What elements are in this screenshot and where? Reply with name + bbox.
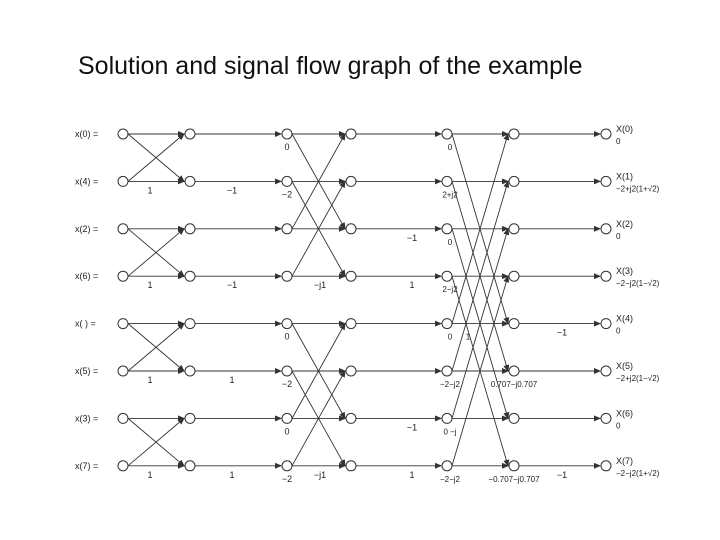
stage2-value: 0 (284, 142, 290, 152)
stage4-value: −2−j2 (439, 474, 461, 484)
graph-node (282, 461, 292, 471)
graph-node (282, 224, 292, 234)
graph-node (509, 366, 519, 376)
stage2-weight: 1 (229, 469, 235, 480)
nodes-layer (118, 129, 611, 471)
graph-node (346, 413, 356, 423)
stage2-weight: −1 (226, 185, 238, 196)
graph-node (601, 129, 611, 139)
stage2-value: 0 (284, 331, 290, 342)
output-label: X(4) (616, 313, 634, 324)
output-value: 0 (616, 137, 621, 146)
graph-node (118, 319, 128, 329)
stage2-value: −2 (281, 473, 293, 484)
graph-node (118, 366, 128, 376)
stage1-weight: 1 (147, 469, 153, 480)
input-label: x(6) = (75, 271, 99, 282)
graph-node (601, 461, 611, 471)
stage2-value: 0 (284, 426, 290, 437)
stage5-weight: 1 (465, 332, 471, 342)
graph-node (601, 366, 611, 376)
input-label: x(2) = (75, 223, 99, 234)
graph-node (282, 366, 292, 376)
graph-node (118, 271, 128, 281)
graph-node (509, 224, 519, 234)
stage5-weight: 0.707−j0.707 (490, 380, 538, 389)
stage4-weight: −1 (406, 232, 418, 243)
graph-node (185, 129, 195, 139)
graph-node (346, 319, 356, 329)
stage4-weight: 1 (409, 469, 415, 480)
graph-node (185, 413, 195, 423)
graph-node (601, 319, 611, 329)
graph-node (185, 461, 195, 471)
graph-node (282, 271, 292, 281)
stage2-value: −2 (281, 189, 293, 200)
output-label: X(3) (616, 266, 634, 277)
stage2-weight: −1 (226, 280, 238, 291)
stage4-value: 0 (447, 143, 453, 152)
graph-node (601, 224, 611, 234)
stage4-value: −2−j2 (439, 380, 461, 389)
graph-node (601, 413, 611, 423)
stage4-weight: 1 (409, 280, 415, 291)
graph-node (185, 176, 195, 186)
graph-node (442, 176, 452, 186)
graph-node (346, 366, 356, 376)
output-label: X(5) (616, 361, 634, 371)
graph-node (282, 176, 292, 186)
output-label: X(0) (616, 124, 634, 134)
stage3-weight: −j1 (313, 280, 327, 291)
input-label: x(7) = (75, 460, 99, 471)
graph-node (442, 461, 452, 471)
graph-node (442, 366, 452, 376)
graph-node (282, 129, 292, 139)
stage4-value: 2−j2 (442, 285, 458, 295)
graph-node (346, 129, 356, 139)
output-value: −2−j2(1−√2) (616, 279, 660, 289)
graph-node (118, 224, 128, 234)
graph-node (185, 366, 195, 376)
output-label: X(2) (616, 218, 634, 229)
output-value: −2+j2(1−√2) (616, 374, 660, 383)
graph-node (346, 224, 356, 234)
output-value: 0 (616, 326, 621, 336)
stage6-weight: −1 (556, 469, 568, 480)
output-label: X(7) (616, 455, 634, 466)
edges-layer (128, 134, 600, 466)
input-label: x(5) = (75, 366, 99, 376)
input-label: x(0) = (75, 129, 99, 139)
graph-node (118, 413, 128, 423)
graph-node (509, 413, 519, 423)
input-label: x(3) = (75, 413, 99, 424)
graph-node (509, 461, 519, 471)
stage2-value: −2 (281, 379, 293, 389)
stage4-value: 2+j2 (442, 190, 458, 200)
stage4-value: 0 −j (443, 427, 457, 437)
stage2-weight: 1 (229, 375, 235, 385)
output-label: X(1) (616, 171, 634, 182)
graph-node (185, 224, 195, 234)
graph-node (118, 176, 128, 186)
graph-node (601, 271, 611, 281)
graph-node (442, 413, 452, 423)
graph-node (601, 176, 611, 186)
output-value: 0 (616, 421, 621, 431)
graph-node (346, 271, 356, 281)
graph-node (442, 319, 452, 329)
output-label: X(6) (616, 408, 634, 419)
stage1-weight: 1 (147, 185, 153, 196)
output-value: −2+j2(1+√2) (616, 184, 660, 194)
output-value: −2−j2(1+√2) (616, 468, 660, 478)
graph-node (509, 176, 519, 186)
stage1-weight: 1 (147, 375, 153, 385)
stage4-value: 0 (447, 332, 453, 342)
graph-node (442, 224, 452, 234)
stage4-weight: −1 (406, 422, 418, 433)
graph-node (442, 129, 452, 139)
graph-node (346, 461, 356, 471)
graph-node (509, 129, 519, 139)
graph-node (282, 319, 292, 329)
graph-node (185, 319, 195, 329)
stage6-weight: −1 (556, 327, 568, 338)
graph-node (118, 129, 128, 139)
output-value: 0 (616, 231, 621, 241)
graph-node (118, 461, 128, 471)
graph-node (185, 271, 195, 281)
input-label: x( ) = (75, 318, 96, 329)
graph-node (442, 271, 452, 281)
graph-node (282, 413, 292, 423)
graph-node (346, 176, 356, 186)
stage3-weight: −j1 (313, 469, 327, 480)
labels-layer (75, 124, 660, 484)
stage5-weight: −0.707−j0.707 (488, 474, 540, 484)
slide-title: Solution and signal flow graph of the example (78, 52, 583, 80)
graph-node (509, 271, 519, 281)
stage1-weight: 1 (147, 280, 153, 291)
graph-node (509, 319, 519, 329)
stage4-value: 0 (447, 237, 453, 247)
input-label: x(4) = (75, 176, 99, 187)
